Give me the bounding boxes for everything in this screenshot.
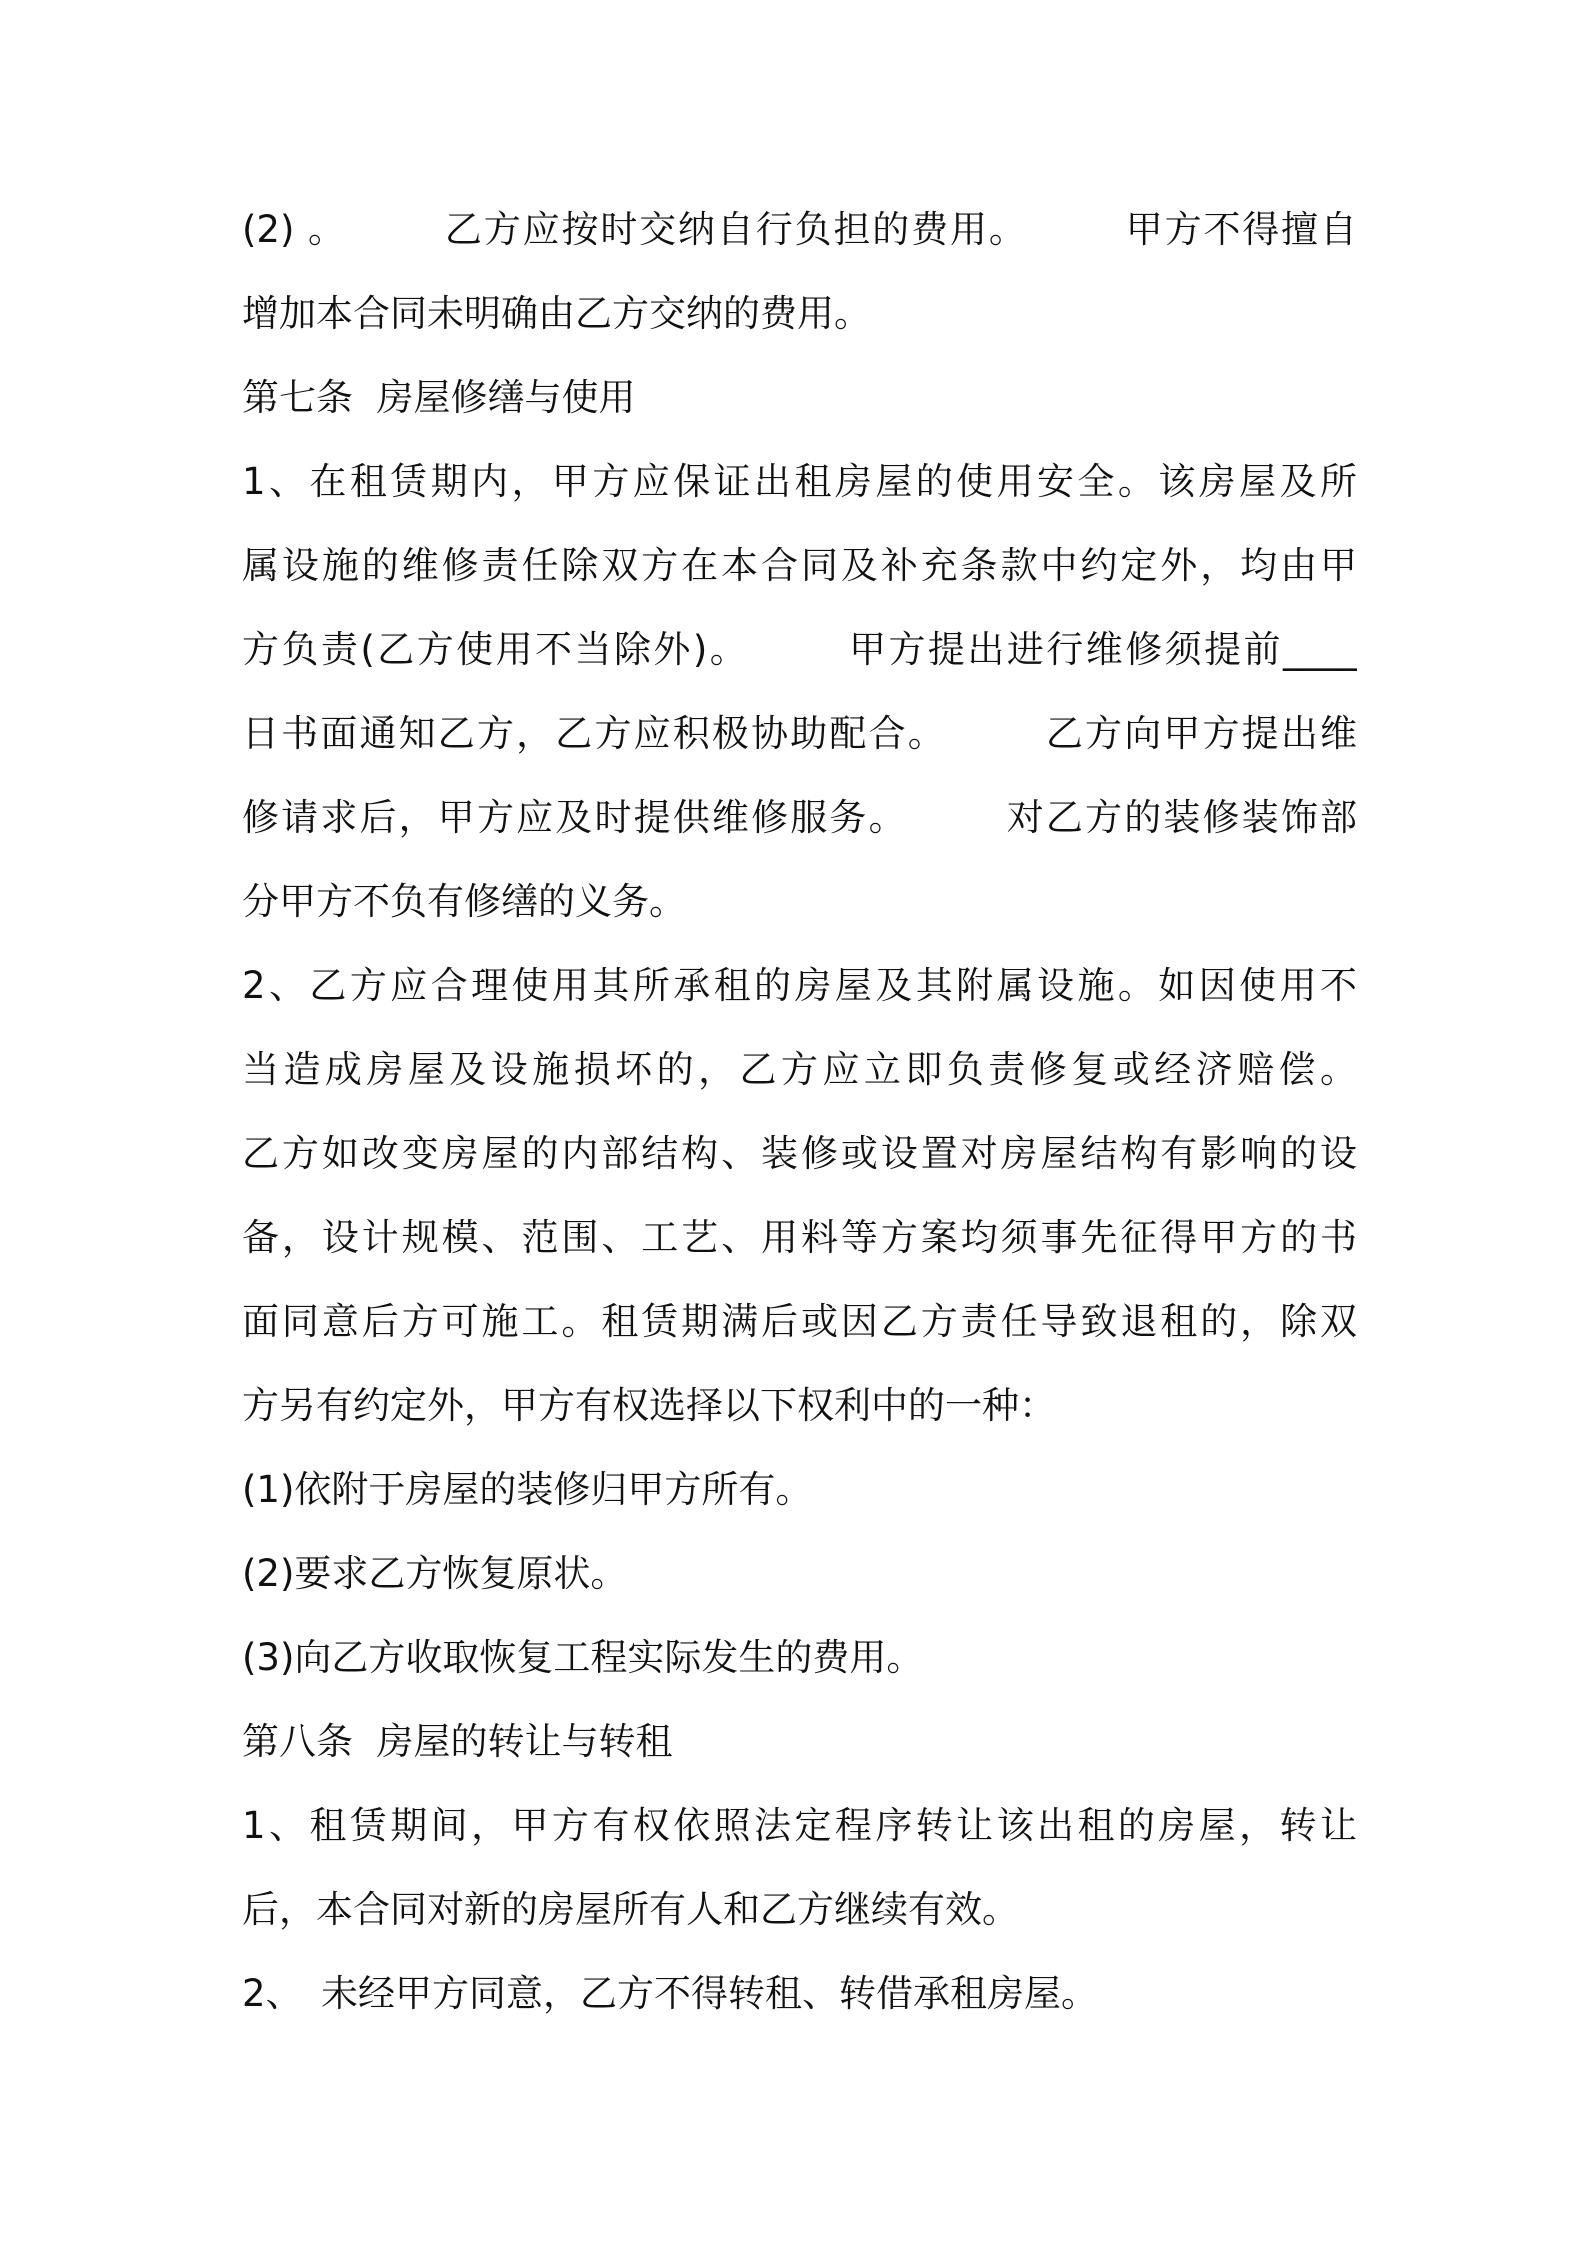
paragraph-line-4: 1、在租赁期内，甲方应保证出租房屋的使用安全。该房屋及所: [242, 460, 1357, 503]
paragraph-line-11: 当造成房屋及设施损坏的，乙方应立即负责修复或经济赔偿。: [242, 1048, 1357, 1091]
paragraph-line-22: 2、 未经甲方同意，乙方不得转租、转借承租房屋。: [242, 1972, 1099, 2015]
paragraph-line-5: 属设施的维修责任除双方在本合同及补充条款中约定外，均由甲: [242, 544, 1357, 587]
paragraph-line-20: 1、租赁期间，甲方有权依照法定程序转让该出租的房屋，转让: [242, 1804, 1357, 1847]
list-item-1: (1)依附于房屋的装修归甲方所有。: [242, 1468, 813, 1511]
paragraph-line-14: 面同意后方可施工。租赁期满后或因乙方责任导致退租的，除双: [242, 1300, 1357, 1343]
article-7-heading: 第七条 房屋修缮与使用: [242, 376, 636, 419]
paragraph-line-2: 增加本合同未明确由乙方交纳的费用。: [242, 292, 871, 335]
paragraph-line-6: 方负责(乙方使用不当除外)。 甲方提出进行维修须提前____: [242, 628, 1357, 671]
paragraph-line-15: 方另有约定外，甲方有权选择以下权利中的一种：: [242, 1384, 1056, 1427]
paragraph-line-9: 分甲方不负有修缮的义务。: [242, 880, 686, 923]
list-item-2: (2)要求乙方恢复原状。: [242, 1552, 628, 1595]
paragraph-line-21: 后，本合同对新的房屋所有人和乙方继续有效。: [242, 1888, 1019, 1931]
paragraph-line-12: 乙方如改变房屋的内部结构、装修或设置对房屋结构有影响的设: [242, 1132, 1357, 1175]
article-8-heading: 第八条 房屋的转让与转租: [242, 1720, 673, 1763]
list-item-3: (3)向乙方收取恢复工程实际发生的费用。: [242, 1636, 924, 1679]
paragraph-line-8: 修请求后，甲方应及时提供维修服务。 对乙方的装修装饰部: [242, 796, 1357, 839]
paragraph-line-7: 日书面通知乙方，乙方应积极协助配合。 乙方向甲方提出维: [242, 712, 1357, 755]
paragraph-line-13: 备，设计规模、范围、工艺、用料等方案均须事先征得甲方的书: [242, 1216, 1357, 1259]
paragraph-line-1: (2) 。 乙方应按时交纳自行负担的费用。 甲方不得擅自: [242, 208, 1357, 251]
paragraph-line-10: 2、乙方应合理使用其所承租的房屋及其附属设施。如因使用不: [242, 964, 1357, 1007]
